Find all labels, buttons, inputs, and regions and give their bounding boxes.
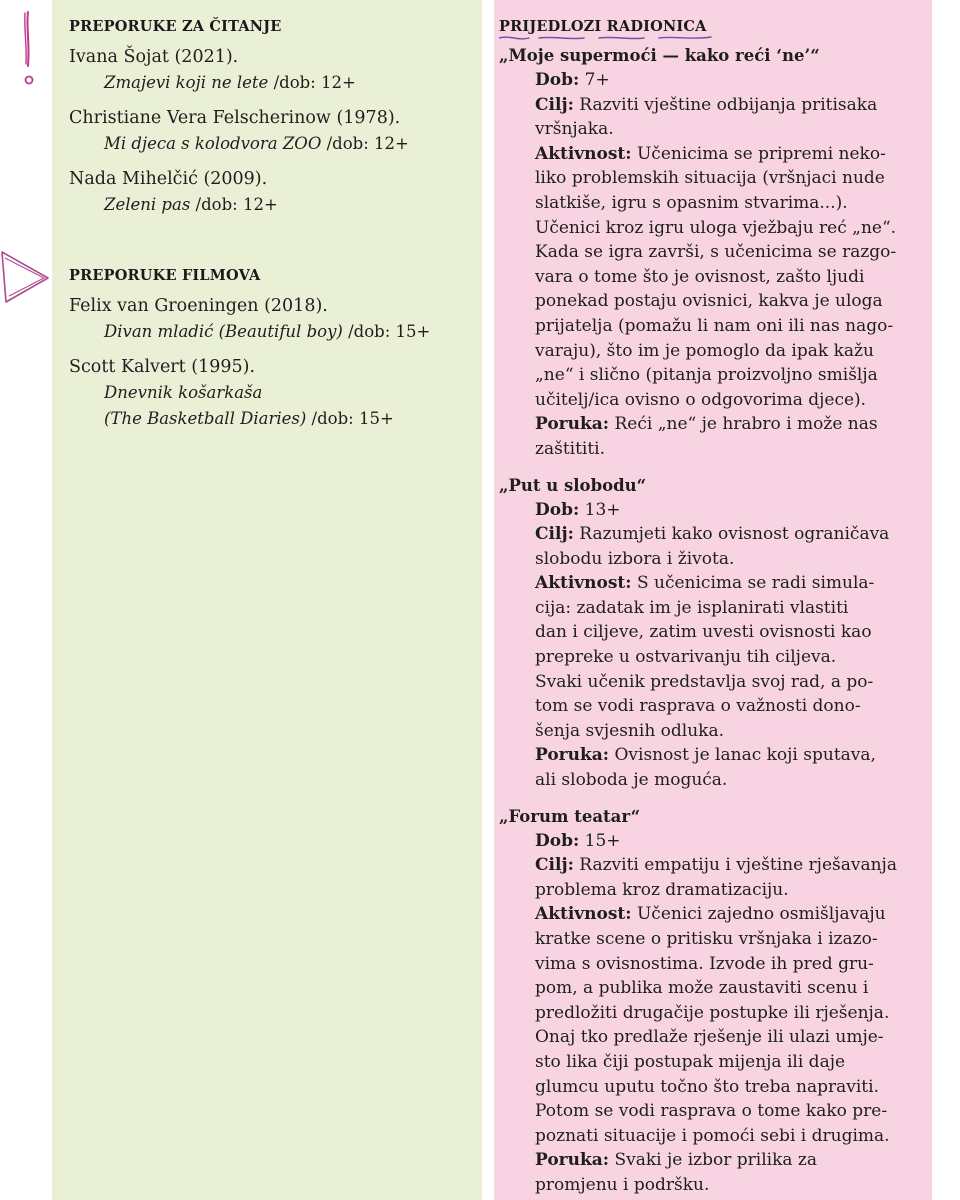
workshop-title: „Forum teatar“ (499, 806, 641, 826)
margin-doodles (0, 0, 52, 1200)
film-title: Divan mladić (Beautiful boy) (104, 322, 343, 341)
column-gutter (482, 0, 494, 1200)
workshop-label: Dob: (535, 70, 580, 90)
reading-title: Zmajevi koji ne lete (104, 73, 269, 92)
reading-title-line (69, 131, 466, 157)
workshop-text: varaju), što im je pomoglo da ipak kažu (535, 340, 874, 361)
workshop-text: sto lika čiji postupak mijenja ili daje (535, 1051, 846, 1072)
workshop-line (535, 927, 922, 952)
workshop-text: glumcu uputu točno što treba napraviti. (535, 1076, 879, 1097)
workshop-line (535, 1148, 922, 1173)
reading-item (69, 44, 466, 96)
workshop-label: Aktivnost: (535, 573, 632, 594)
reading-item (69, 166, 466, 218)
workshop-label: Poruka: (535, 1150, 610, 1171)
workshop-line (535, 952, 922, 977)
film-title: (The Basketball Diaries) (104, 409, 307, 428)
workshop-text: Razviti vještine odbijanja pritisaka (573, 94, 878, 115)
workshop-body (499, 829, 922, 1198)
reading-heading: PREPORUKE ZA ČITANJE (69, 18, 282, 35)
workshop-item (499, 474, 922, 793)
workshop-line (535, 1173, 922, 1198)
reading-item (69, 105, 466, 157)
workshop-line (535, 743, 922, 768)
workshop-title: „Put u slobodu“ (499, 475, 647, 495)
workshops-heading: PRIJEDLOZI RADIONICA (499, 18, 707, 35)
workshop-text: Učenicima se pripremi neko- (631, 143, 886, 164)
workshop-line (535, 117, 922, 142)
workshop-line (535, 166, 922, 191)
workshop-text: liko problemskih situacija (vršnjaci nude (535, 168, 885, 189)
workshop-label: Poruka: (535, 745, 610, 766)
workshop-line (535, 1025, 922, 1050)
workshop-text: prepreke u ostvarivanju tih ciljeva. (535, 647, 837, 668)
workshop-body (499, 68, 922, 462)
workshop-line (535, 1001, 922, 1026)
reading-age: /dob: 12+ (190, 195, 278, 214)
left-column (52, 0, 482, 1200)
film-title: Dnevnik košarkaša (104, 383, 263, 402)
reading-author: Christiane Vera Felscherinow (1978). (69, 108, 401, 128)
workshop-text: prijatelja (pomažu li nam oni ili nas nago- (535, 315, 894, 336)
workshop-text: učitelj/ica ovisno o odgovorima djece). (535, 389, 867, 410)
workshop-text: vršnjaka. (535, 119, 614, 140)
workshop-label: Cilj: (535, 94, 574, 115)
film-title-line (69, 406, 466, 432)
workshop-line (535, 68, 922, 93)
film-item (69, 354, 466, 432)
workshop-text: slatkiše, igru s opasnim stvarima...). (535, 192, 848, 213)
film-director: Scott Kalvert (1995). (69, 357, 256, 377)
reading-age: /dob: 12+ (321, 134, 409, 153)
workshop-text: Onaj tko predlaže rješenje ili ulazi umje- (535, 1027, 884, 1048)
workshop-line (535, 363, 922, 388)
workshop-line (535, 1050, 922, 1075)
workshop-text: Svaki je izbor prilika za (609, 1150, 818, 1171)
film-item (69, 293, 466, 345)
workshop-label: Cilj: (535, 524, 574, 545)
film-director: Felix van Groeningen (2018). (69, 296, 328, 316)
workshop-text: Svaki učenik predstavlja svoj rad, a po- (535, 671, 874, 692)
triangle-doodle-icon (0, 240, 52, 320)
film-age: /dob: 15+ (306, 409, 394, 428)
workshop-line (535, 240, 922, 265)
workshop-text: ponekad postaju ovisnici, kakva je uloga (535, 291, 883, 312)
workshop-line (535, 412, 922, 437)
workshop-line (535, 902, 922, 927)
workshop-label: Cilj: (535, 855, 574, 876)
reading-list (69, 44, 466, 218)
workshop-list (499, 44, 922, 1198)
exclamation-doodle-icon (8, 8, 48, 98)
workshop-text: vima s ovisnostima. Izvode ih pred gru- (535, 953, 874, 974)
workshop-line (535, 437, 922, 462)
workshop-line (535, 216, 922, 241)
reading-author: Nada Mihelčić (2009). (69, 169, 268, 189)
workshop-text: dan i ciljeve, zatim uvesti ovisnosti kao (535, 622, 872, 643)
workshop-text: promjenu i podršku. (535, 1174, 710, 1195)
page-edge (932, 0, 960, 1200)
workshop-line (535, 829, 922, 854)
workshop-line (535, 339, 922, 364)
workshop-line (535, 93, 922, 118)
workshop-line (535, 522, 922, 547)
workshop-line (535, 547, 922, 572)
workshop-label: Aktivnost: (535, 904, 632, 925)
reading-title: Zeleni pas (104, 195, 191, 214)
workshop-text: Razviti empatiju i vještine rješavanja (573, 855, 897, 876)
workshop-text: Kada se igra završi, s učenicima se razgo- (535, 242, 897, 263)
workshop-text: Potom se vodi rasprava o tome kako pre- (535, 1101, 888, 1122)
reading-title: Mi djeca s kolodvora ZOO (104, 134, 322, 153)
workshop-body (499, 498, 922, 793)
workshop-title: „Moje supermoći — kako reći ‘ne’“ (499, 46, 820, 65)
reading-author: Ivana Šojat (2021). (69, 47, 239, 67)
workshop-text: Razumjeti kako ovisnost ograničava (573, 524, 890, 545)
workshop-line (535, 314, 922, 339)
workshop-line (535, 620, 922, 645)
workshop-text: zaštititi. (535, 438, 606, 459)
workshop-text: 13+ (579, 499, 621, 520)
film-list (69, 293, 466, 432)
workshop-text: tom se vodi rasprava o važnosti dono- (535, 696, 861, 717)
workshop-label: Dob: (535, 499, 580, 520)
workshop-text: S učenicima se radi simula- (631, 573, 875, 594)
workshop-line (535, 1075, 922, 1100)
workshop-text: 15+ (579, 830, 621, 851)
workshop-text: cija: zadatak im je isplanirati vlastiti (535, 597, 849, 618)
workshop-text: predložiti drugačije postupke ili rješenja. (535, 1002, 890, 1023)
workshop-text: pom, a publika može zaustaviti scenu i (535, 978, 869, 999)
workshop-line (535, 719, 922, 744)
workshop-line (535, 853, 922, 878)
workshop-line (535, 265, 922, 290)
workshop-text: šenja svjesnih odluka. (535, 720, 725, 741)
film-title-line (69, 319, 466, 345)
workshop-line (535, 976, 922, 1001)
workshop-line (535, 645, 922, 670)
workshop-line (535, 571, 922, 596)
workshop-line (535, 1099, 922, 1124)
workshop-text: problema kroz dramatizaciju. (535, 879, 789, 900)
workshop-line (535, 289, 922, 314)
workshop-line (535, 878, 922, 903)
workshop-line (535, 142, 922, 167)
workshop-item (499, 44, 922, 462)
workshop-line (535, 768, 922, 793)
workshop-text: slobodu izbora i života. (535, 548, 735, 569)
workshop-text: ali sloboda je moguća. (535, 770, 728, 791)
workshop-line (535, 670, 922, 695)
film-age: /dob: 15+ (342, 322, 431, 341)
workshop-text: Reći „ne“ je hrabro i može nas (609, 414, 878, 435)
workshop-item (499, 805, 922, 1198)
reading-title-line (69, 192, 466, 218)
workshop-line (535, 694, 922, 719)
film-title-line (69, 380, 466, 406)
workshop-text: kratke scene o pritisku vršnjaka i izazo- (535, 929, 878, 949)
films-heading: PREPORUKE FILMOVA (69, 267, 261, 284)
workshop-line (535, 191, 922, 216)
reading-age: /dob: 12+ (268, 73, 356, 92)
workshop-text: vara o tome što je ovisnost, zašto ljudi (535, 266, 865, 287)
workshop-label: Aktivnost: (535, 143, 632, 164)
workshop-line (535, 596, 922, 621)
workshop-text: Ovisnost je lanac koji sputava, (609, 745, 876, 766)
reading-title-line (69, 70, 466, 96)
workshop-text: Učenici kroz igru uloga vježbaju reć „ne“. (535, 217, 897, 238)
workshop-line (535, 388, 922, 413)
workshop-text: poznati situacije i pomoći sebi i drugima. (535, 1125, 890, 1146)
workshop-label: Poruka: (535, 414, 610, 435)
workshop-text: „ne“ i slično (pitanja proizvoljno smišlja (535, 365, 878, 386)
workshop-text: 7+ (579, 70, 610, 90)
workshop-line (535, 1124, 922, 1149)
right-column (494, 0, 932, 1200)
workshop-label: Dob: (535, 830, 580, 851)
workshop-text: Učenici zajedno osmišljavaju (631, 904, 886, 925)
workshop-line (535, 498, 922, 523)
